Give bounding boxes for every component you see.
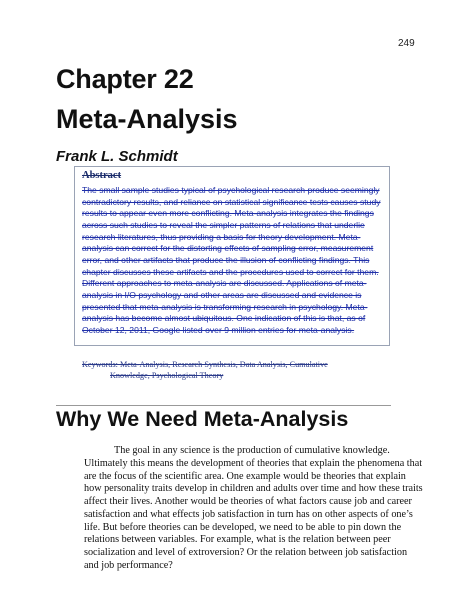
body-line: relations between variables. For example, what is the relation between peer [84, 534, 391, 546]
body-line: Ultimately this means the development of theories that explain the phenomena that [84, 457, 423, 469]
page-number: 249 [398, 38, 415, 49]
body-line: satisfaction and what effects job satisfaction in turn has on other aspects of one’s [84, 508, 413, 520]
body-line: The goal in any science is the production of cumulative knowledge. [114, 445, 390, 456]
body-line: how personality traits develop in children and adults over time and how these traits [84, 483, 423, 495]
abstract-line: analysis in I/O psychology and other areas are discussed and evidence is [82, 289, 362, 300]
body-line: affect their lives. Another would be theories of what factors cause job and career [84, 496, 412, 507]
section-heading: Why We Need Meta-Analysis [56, 407, 349, 431]
abstract-line: results to appear even more conflicting. Meta-analysis integrates the findings [82, 208, 374, 219]
abstract-line: analysis has become almost ubiquitous. One indication of this is that, as of [82, 313, 366, 324]
abstract-line: error, and other artifacts that produce the illusion of conflicting findings. This [82, 254, 370, 265]
abstract-line: contradictory results, and reliance on statistical significance tests causes study [82, 196, 381, 207]
abstract-heading: Abstract [82, 170, 122, 181]
keywords-line: Knowledge, Psychological Theory [110, 370, 224, 380]
keywords [82, 360, 328, 381]
abstract-line: across such studies to reveal the simpler patterns of relations that underlie [82, 219, 365, 230]
abstract-line: analysis can correct for the distorting effects of sampling error, measurement [82, 243, 374, 254]
abstract-line: chapter discusses these artifacts and the procedures used to correct for them. [82, 266, 379, 277]
author-name: Frank L. Schmidt [56, 148, 178, 165]
chapter-label: Chapter 22 [56, 64, 194, 94]
abstract-line: presented that meta-analysis is transforming research in psychology. Meta- [82, 301, 368, 312]
body-line: and job performance? [84, 559, 173, 571]
abstract-line: October 12, 2011, Google listed over 9 million entries for meta-analysis. [82, 324, 355, 335]
abstract-line: Different approaches to meta-analysis are discussed. Applications of meta- [82, 278, 367, 289]
section-divider [56, 405, 391, 406]
abstract-line: research literatures, thus providing a basis for theory development. Meta- [82, 231, 361, 242]
chapter-title: Meta-Analysis [56, 104, 238, 134]
abstract-line: The small sample studies typical of psychological research produce seemingly [82, 185, 380, 195]
body-line: socialization and level of extroversion? Or the relation between job satisfaction [84, 547, 408, 558]
body-line: life. But before theories can be developed, we need to be able to pin down the [84, 521, 402, 533]
body-line: are the focus of the scientific area. One example would be theories that explain [84, 470, 406, 482]
abstract-body [82, 185, 384, 337]
body-paragraph [84, 445, 423, 573]
keywords-line: Keywords: Meta-Analysis, Research Synthesis, Data Analysis, Cumulative [82, 360, 328, 369]
